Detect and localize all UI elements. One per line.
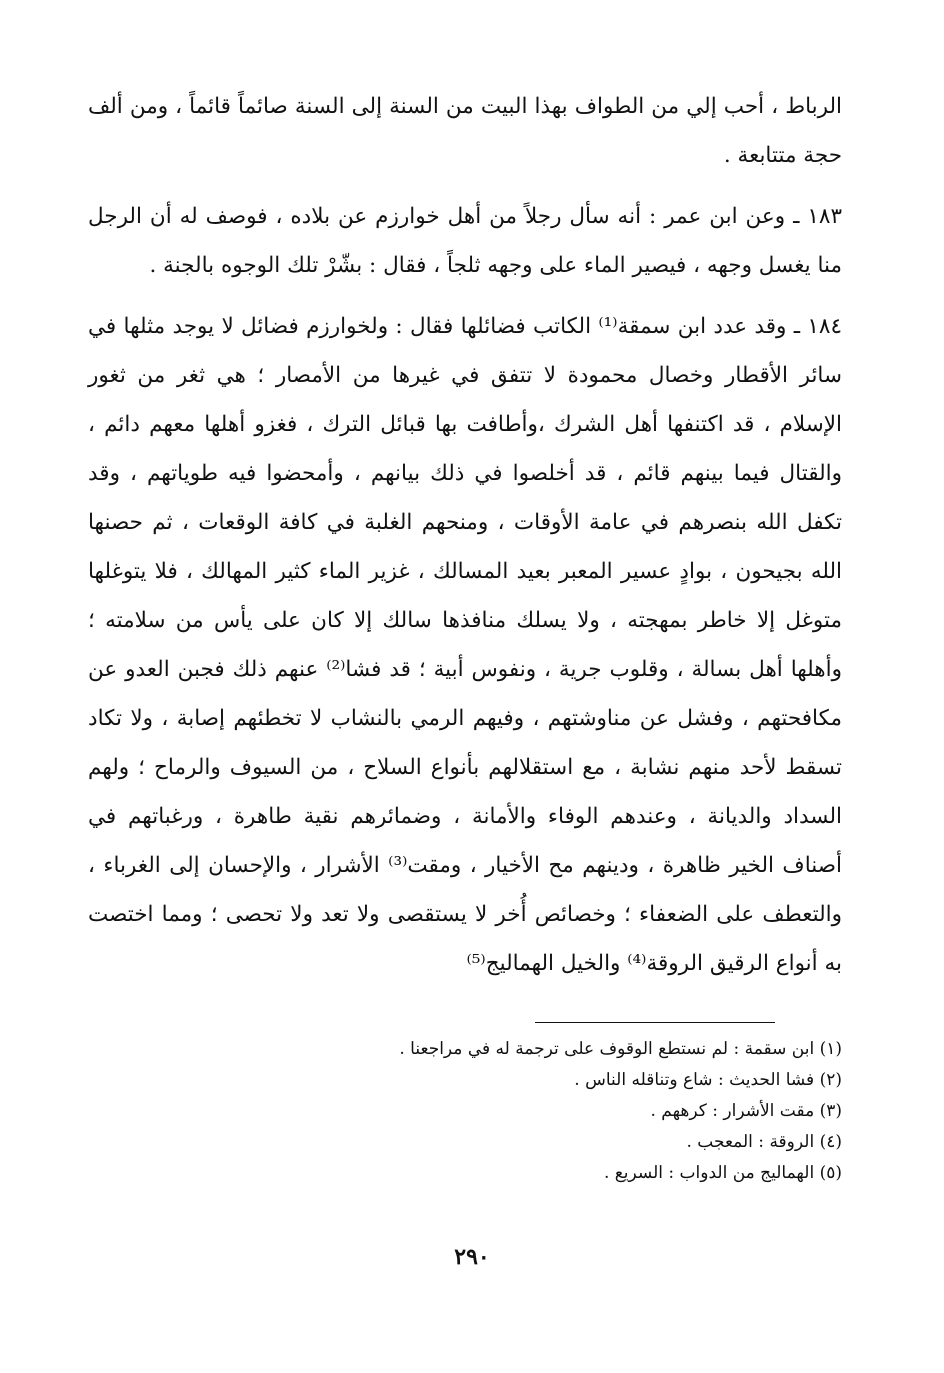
footnote-3: (٣) مقت الأشرار : كرههم . xyxy=(650,1101,842,1121)
paragraph-183: ١٨٣ ـ وعن ابن عمر : أنه سأل رجلاً من أهل خوارزم عن بلاده ، فوصف له أن الرجل منا يغسل وجهه ، فيصير الماء على وجهه ثلجاً ، فقال : بشّرْ تلك الوجوه بالجنة . xyxy=(88,204,842,278)
paragraph-184: ١٨٤ ـ وقد عدد ابن سمقة⁽¹⁾ الكاتب فضائلها فقال : ولخوارزم فضائل لا يوجد مثلها في سائر الأقطار وخصال محمودة لا تتفق في غيرها من الأمصار ؛ هي ثغر من ثغور الإسلام ، قد اكتنفها أهل الشرك ،وأطافت بها قبائل الترك ، فغزو أهلها معهم دائم ، والقتال فيما بينهم قائم ، قد أخلصوا في ذلك بيانهم ، وأمحضوا فيه طوياتهم ، وقد تكفل الله بنصرهم في عامة الأوقات ، ومنحهم الغلبة في كافة الوقعات ، ثم حصنها الله بجيحون ، بوادٍ عسير المعبر بعيد المسالك ، غزير الماء كثير المهالك ، فلا يتوغلها متوغل إلا خاطر بمهجته ، ولا يسلك منافذها سالك إلا كان على يأس من سلامته ؛ وأهلها أهل بسالة ، وقلوب جرية ، ونفوس أبية ؛ قد فشا⁽²⁾ عنهم ذلك فجبن العدو عن مكافحتهم ، وفشل عن مناوشتهم ، وفيهم الرمي بالنشاب لا تخطئهم إصابة ، ولا تكاد تسقط لأحد منهم نشابة ، مع استقلالهم بأنواع السلاح ، من السيوف والرماح ؛ ولهم السداد والديانة ، وعندهم الوفاء والأمانة ، وضمائرهم نقية طاهرة ، ورغباتهم في أصناف الخير ظاهرة ، ودينهم مح الأخيار ، ومقت⁽³⁾ الأشرار ، والإحسان إلى الغرباء ، والتعطف على الضعفاء ؛ وخصائص أُخر لا يستقصى ولا تعد ولا تحصى ؛ ومما اختصت به أنواع الرقيق الروقة⁽⁴⁾ والخيل الهماليج⁽⁵⁾ xyxy=(88,314,842,976)
footnote-separator xyxy=(535,1022,775,1023)
footnote-1: (١) ابن سقمة : لم نستطع الوقوف على ترجمة له في مراجعنا . xyxy=(399,1039,842,1059)
main-text xyxy=(88,82,842,988)
footnote-5: (٥) الهماليج من الدواب : السريع . xyxy=(603,1163,842,1183)
footnote-4: (٤) الروقة : المعجب . xyxy=(686,1132,842,1152)
footnotes xyxy=(88,1034,842,1189)
paragraph-continuation: الرباط ، أحب إلي من الطواف بهذا البيت من السنة إلى السنة صائماً قائماً ، ومن ألف حجة متتابعة . xyxy=(88,94,842,168)
footnote-2: (٢) فشا الحديث : شاع وتناقله الناس . xyxy=(574,1070,842,1090)
page-number: ٢٩٠ xyxy=(454,1244,490,1270)
